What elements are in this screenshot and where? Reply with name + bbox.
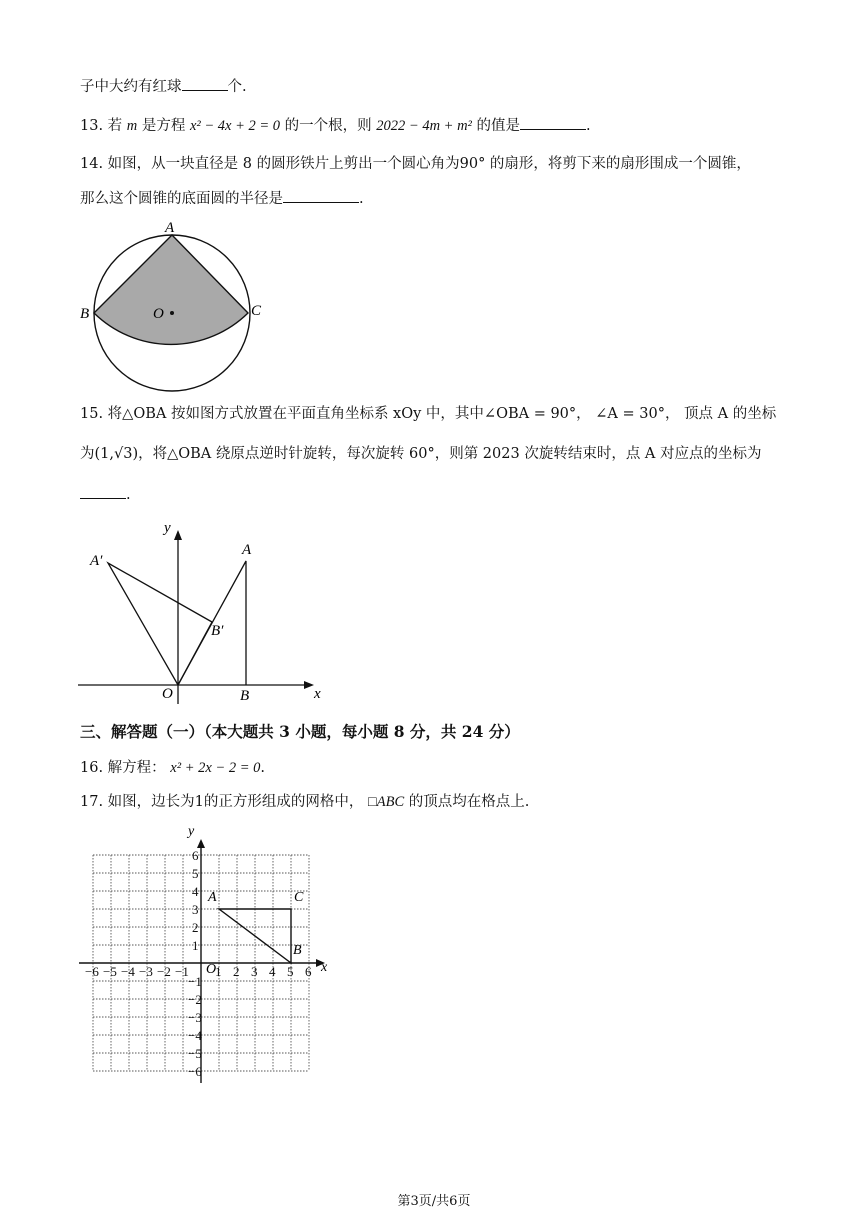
label-x: x: [321, 960, 328, 975]
q16-end: .: [260, 760, 265, 776]
label-c: C: [294, 890, 304, 905]
y-tick-label: −4: [188, 1028, 202, 1043]
q13-mid1: 是方程: [141, 118, 186, 134]
y-tick-label: 2: [192, 920, 199, 935]
q15-line2: 为(1,√3)，将△OBA 绕原点逆时针旋转，每次旋转 60°，则第 2023 次旋转结束时，点 A 对应点的坐标为: [80, 446, 762, 462]
q16-text: 解方程：: [107, 760, 166, 776]
label-o: O: [206, 962, 217, 977]
x-tick-label: 4: [269, 964, 276, 979]
label-x: x: [314, 686, 321, 702]
x-tick-label: −5: [103, 964, 117, 979]
question-17: [80, 792, 529, 812]
label-b: B: [293, 943, 302, 958]
q13-post: 的值是: [476, 118, 520, 134]
question-14-line2: [80, 188, 364, 209]
label-y: y: [164, 520, 171, 536]
center-point: [170, 311, 174, 315]
sector-shaded: [94, 235, 248, 344]
y-axis-arrow: [197, 839, 205, 848]
label-a: A: [165, 220, 175, 236]
question-13: [80, 115, 591, 136]
x-tick-label: −3: [139, 964, 153, 979]
question-15-line3: [80, 484, 131, 505]
x-tick-label: −6: [85, 964, 99, 979]
y-tick-label: −1: [188, 974, 202, 989]
section-3-heading: 三、解答题（一）（本大题共 3 小题，每小题 8 分，共 24 分）: [80, 722, 520, 741]
q13-expression: 2022 − 4m + m²: [376, 118, 472, 134]
q14-line1: 如图，从一块直径是 8 的圆形铁片上剪出一个圆心角为90° 的扇形，将剪下来的扇形围成一个圆锥，: [107, 156, 751, 172]
label-o: O: [162, 686, 173, 702]
label-y: y: [188, 824, 195, 839]
q17-post: 的顶点均在格点上.: [408, 794, 530, 810]
label-b: B: [80, 306, 90, 322]
label-o: O: [153, 306, 164, 322]
q15-number: 15.: [80, 406, 104, 422]
label-c: C: [251, 303, 262, 319]
y-tick-label: 4: [192, 884, 199, 899]
y-tick-label: −2: [188, 992, 202, 1007]
label-a: A: [208, 890, 217, 905]
q12-answer-blank: [182, 76, 228, 91]
y-tick-label: 1: [192, 938, 199, 953]
y-tick-label: −3: [188, 1010, 202, 1025]
x-tick-label: −4: [121, 964, 135, 979]
q14-number: 14.: [80, 156, 104, 172]
figure-14-circle-sector: [74, 218, 274, 398]
question-15-line1: [80, 404, 776, 424]
y-tick-label: 3: [192, 902, 199, 917]
q13-pre: 若: [107, 118, 123, 134]
q13-end: .: [586, 118, 591, 134]
triangle-oba-rotated: [108, 563, 212, 685]
q12-suffix: 个.: [227, 79, 247, 95]
x-tick-label: 2: [233, 964, 240, 979]
question-14-line1: [80, 154, 751, 174]
q13-mid2: 的一个根，则: [284, 118, 372, 134]
y-tick-label: −6: [188, 1064, 202, 1079]
segment-ob-prime: [178, 622, 212, 685]
x-tick-label: −2: [157, 964, 171, 979]
y-tick-label: −5: [188, 1046, 202, 1061]
figure-15-rotation: [74, 516, 334, 706]
q16-number: 16.: [80, 760, 104, 776]
figure-17-grid: [74, 822, 344, 1084]
q17-number: 17.: [80, 794, 104, 810]
x-tick-label: 5: [287, 964, 294, 979]
x-tick-label: 6: [305, 964, 312, 979]
x-tick-label: 1: [215, 964, 222, 979]
q14-end: .: [359, 191, 364, 207]
q17-triangle: □ABC: [368, 794, 405, 810]
question-16: [80, 758, 265, 778]
y-tick-label: 5: [192, 866, 199, 881]
q12-text: 子中大约有红球: [80, 79, 182, 95]
label-b: B: [240, 688, 250, 704]
q13-equation: x² − 4x + 2 = 0: [189, 118, 281, 134]
label-a-prime: A′: [90, 553, 103, 569]
x-tick-label: 3: [251, 964, 258, 979]
y-tick-label: 6: [192, 848, 199, 863]
q13-var: m: [126, 118, 138, 134]
x-tick-label: −1: [175, 964, 189, 979]
label-a: A: [242, 542, 252, 558]
x-axis-arrow: [304, 681, 314, 689]
q14-line2: 那么这个圆锥的底面圆的半径是: [80, 191, 283, 207]
q15-line1: 将△OBA 按如图方式放置在平面直角坐标系 xOy 中，其中∠OBA = 90°， ∠A = 30°， 顶点 A 的坐标: [107, 406, 777, 422]
q17-pre: 如图，边长为1的正方形组成的网格中，: [107, 794, 364, 810]
q15-answer-blank: [80, 484, 126, 499]
question-15-line2: [80, 444, 762, 464]
q13-answer-blank: [520, 115, 586, 130]
q12-tail: [80, 76, 247, 97]
label-b-prime: B′: [211, 623, 224, 639]
q14-answer-blank: [283, 188, 359, 203]
q16-equation: x² + 2x − 2 = 0: [170, 760, 261, 776]
q13-number: 13.: [80, 118, 104, 134]
y-axis-arrow: [174, 530, 182, 540]
q15-end: .: [126, 487, 131, 503]
page-footer: 第3页/共6页: [397, 1194, 471, 1209]
